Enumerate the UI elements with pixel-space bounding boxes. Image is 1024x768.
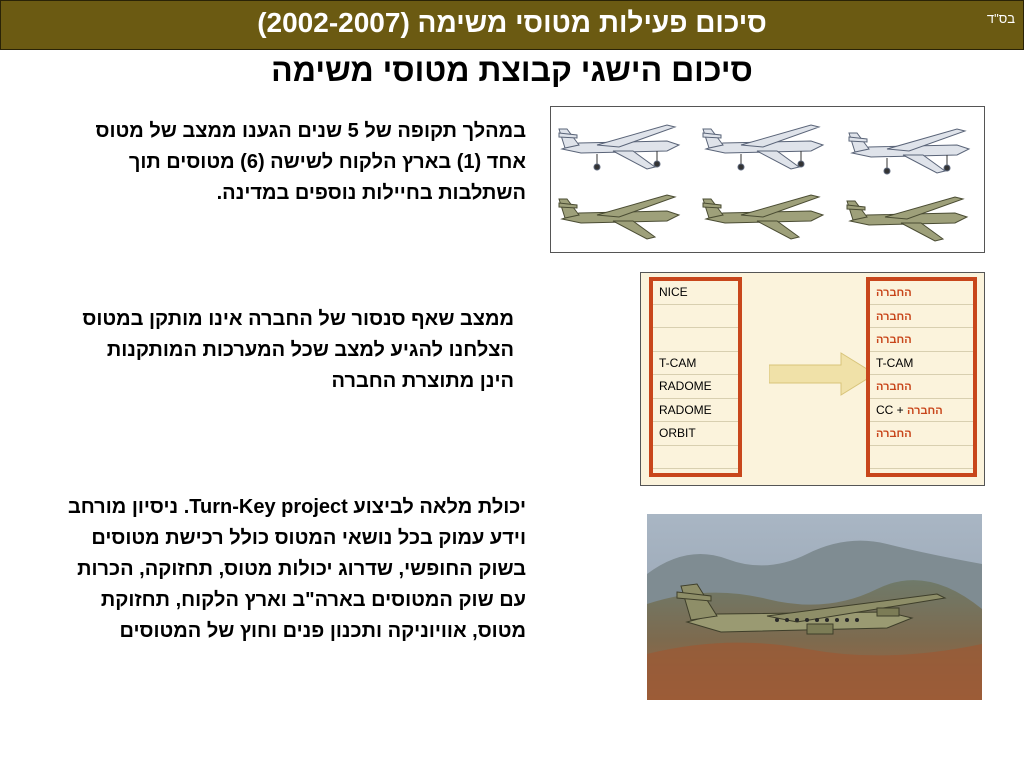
aircraft-photo	[647, 514, 982, 700]
left-cell-2	[653, 305, 738, 329]
right-cell-3: החברה	[870, 328, 973, 352]
right-cell-8	[870, 446, 973, 470]
right-cell-6: החברה CC +	[870, 399, 973, 423]
green-plane-3	[847, 197, 967, 241]
left-cell-4: T-CAM	[653, 352, 738, 376]
company-sensors-column	[866, 277, 977, 477]
right-cell-1: החברה	[870, 281, 973, 305]
white-plane-2	[703, 125, 823, 170]
paragraph-growth: במהלך תקופה של 5 שנים הגענו ממצב של מטוס אחד (1) בארץ הלקוח לשישה (6) מטוסים תוך השתלבות בחיילות נוספים במדינה.	[95, 120, 526, 204]
paragraph-capabilities	[66, 492, 526, 647]
left-cell-7: ORBIT	[653, 422, 738, 446]
right-arrow-icon	[769, 351, 877, 397]
left-cell-1: NICE	[653, 281, 738, 305]
bsd-mark: בס"ד	[986, 11, 1015, 26]
right-cell-4: T-CAM	[870, 352, 973, 376]
aircraft-over-terrain-illustration	[647, 514, 982, 700]
right-cell-7: החברה	[870, 422, 973, 446]
white-plane-1	[559, 125, 679, 170]
slide-subtitle: סיכום הישגי קבוצת מטוסי משימה	[271, 52, 753, 88]
white-plane-3	[849, 129, 969, 174]
fleet-image	[550, 106, 985, 253]
left-cell-8	[653, 446, 738, 470]
page-title: סיכום פעילות מטוסי משימה (2002-2007)	[257, 7, 767, 38]
green-plane-1	[559, 195, 679, 239]
right-cell-2: החברה	[870, 305, 973, 329]
previous-sensors-column	[649, 277, 742, 477]
left-cell-5: RADOME	[653, 375, 738, 399]
paragraph-sensors: ממצב שאף סנסור של החברה אינו מותקן במטוס הצלחנו להגיע למצב שכל המערכות המותקנות הינן מתוצרת החברה	[82, 308, 514, 392]
green-plane-2	[703, 195, 823, 239]
title-bar	[0, 0, 1024, 50]
sensor-replacement-table	[640, 272, 985, 486]
capabilities-text: ניסיון מורחב וידע עמוק בכל נושאי המטוס כולל רכישת מטוסים בשוק החופשי, שדרוג יכולות מטוס, תחזוקה, הכרות עם שוק המטוסים בארה"ב וארץ הלקוח, תחזוקת מטוס, אוויוניקה ותכנון פנים וחוץ של המטוסים	[67, 496, 526, 642]
fleet-illustration	[551, 107, 984, 252]
turnkey-line: יכולת מלאה לביצוע Turn-Key project.	[183, 496, 526, 518]
right-cell-5: החברה	[870, 375, 973, 399]
left-cell-3	[653, 328, 738, 352]
left-cell-6: RADOME	[653, 399, 738, 423]
